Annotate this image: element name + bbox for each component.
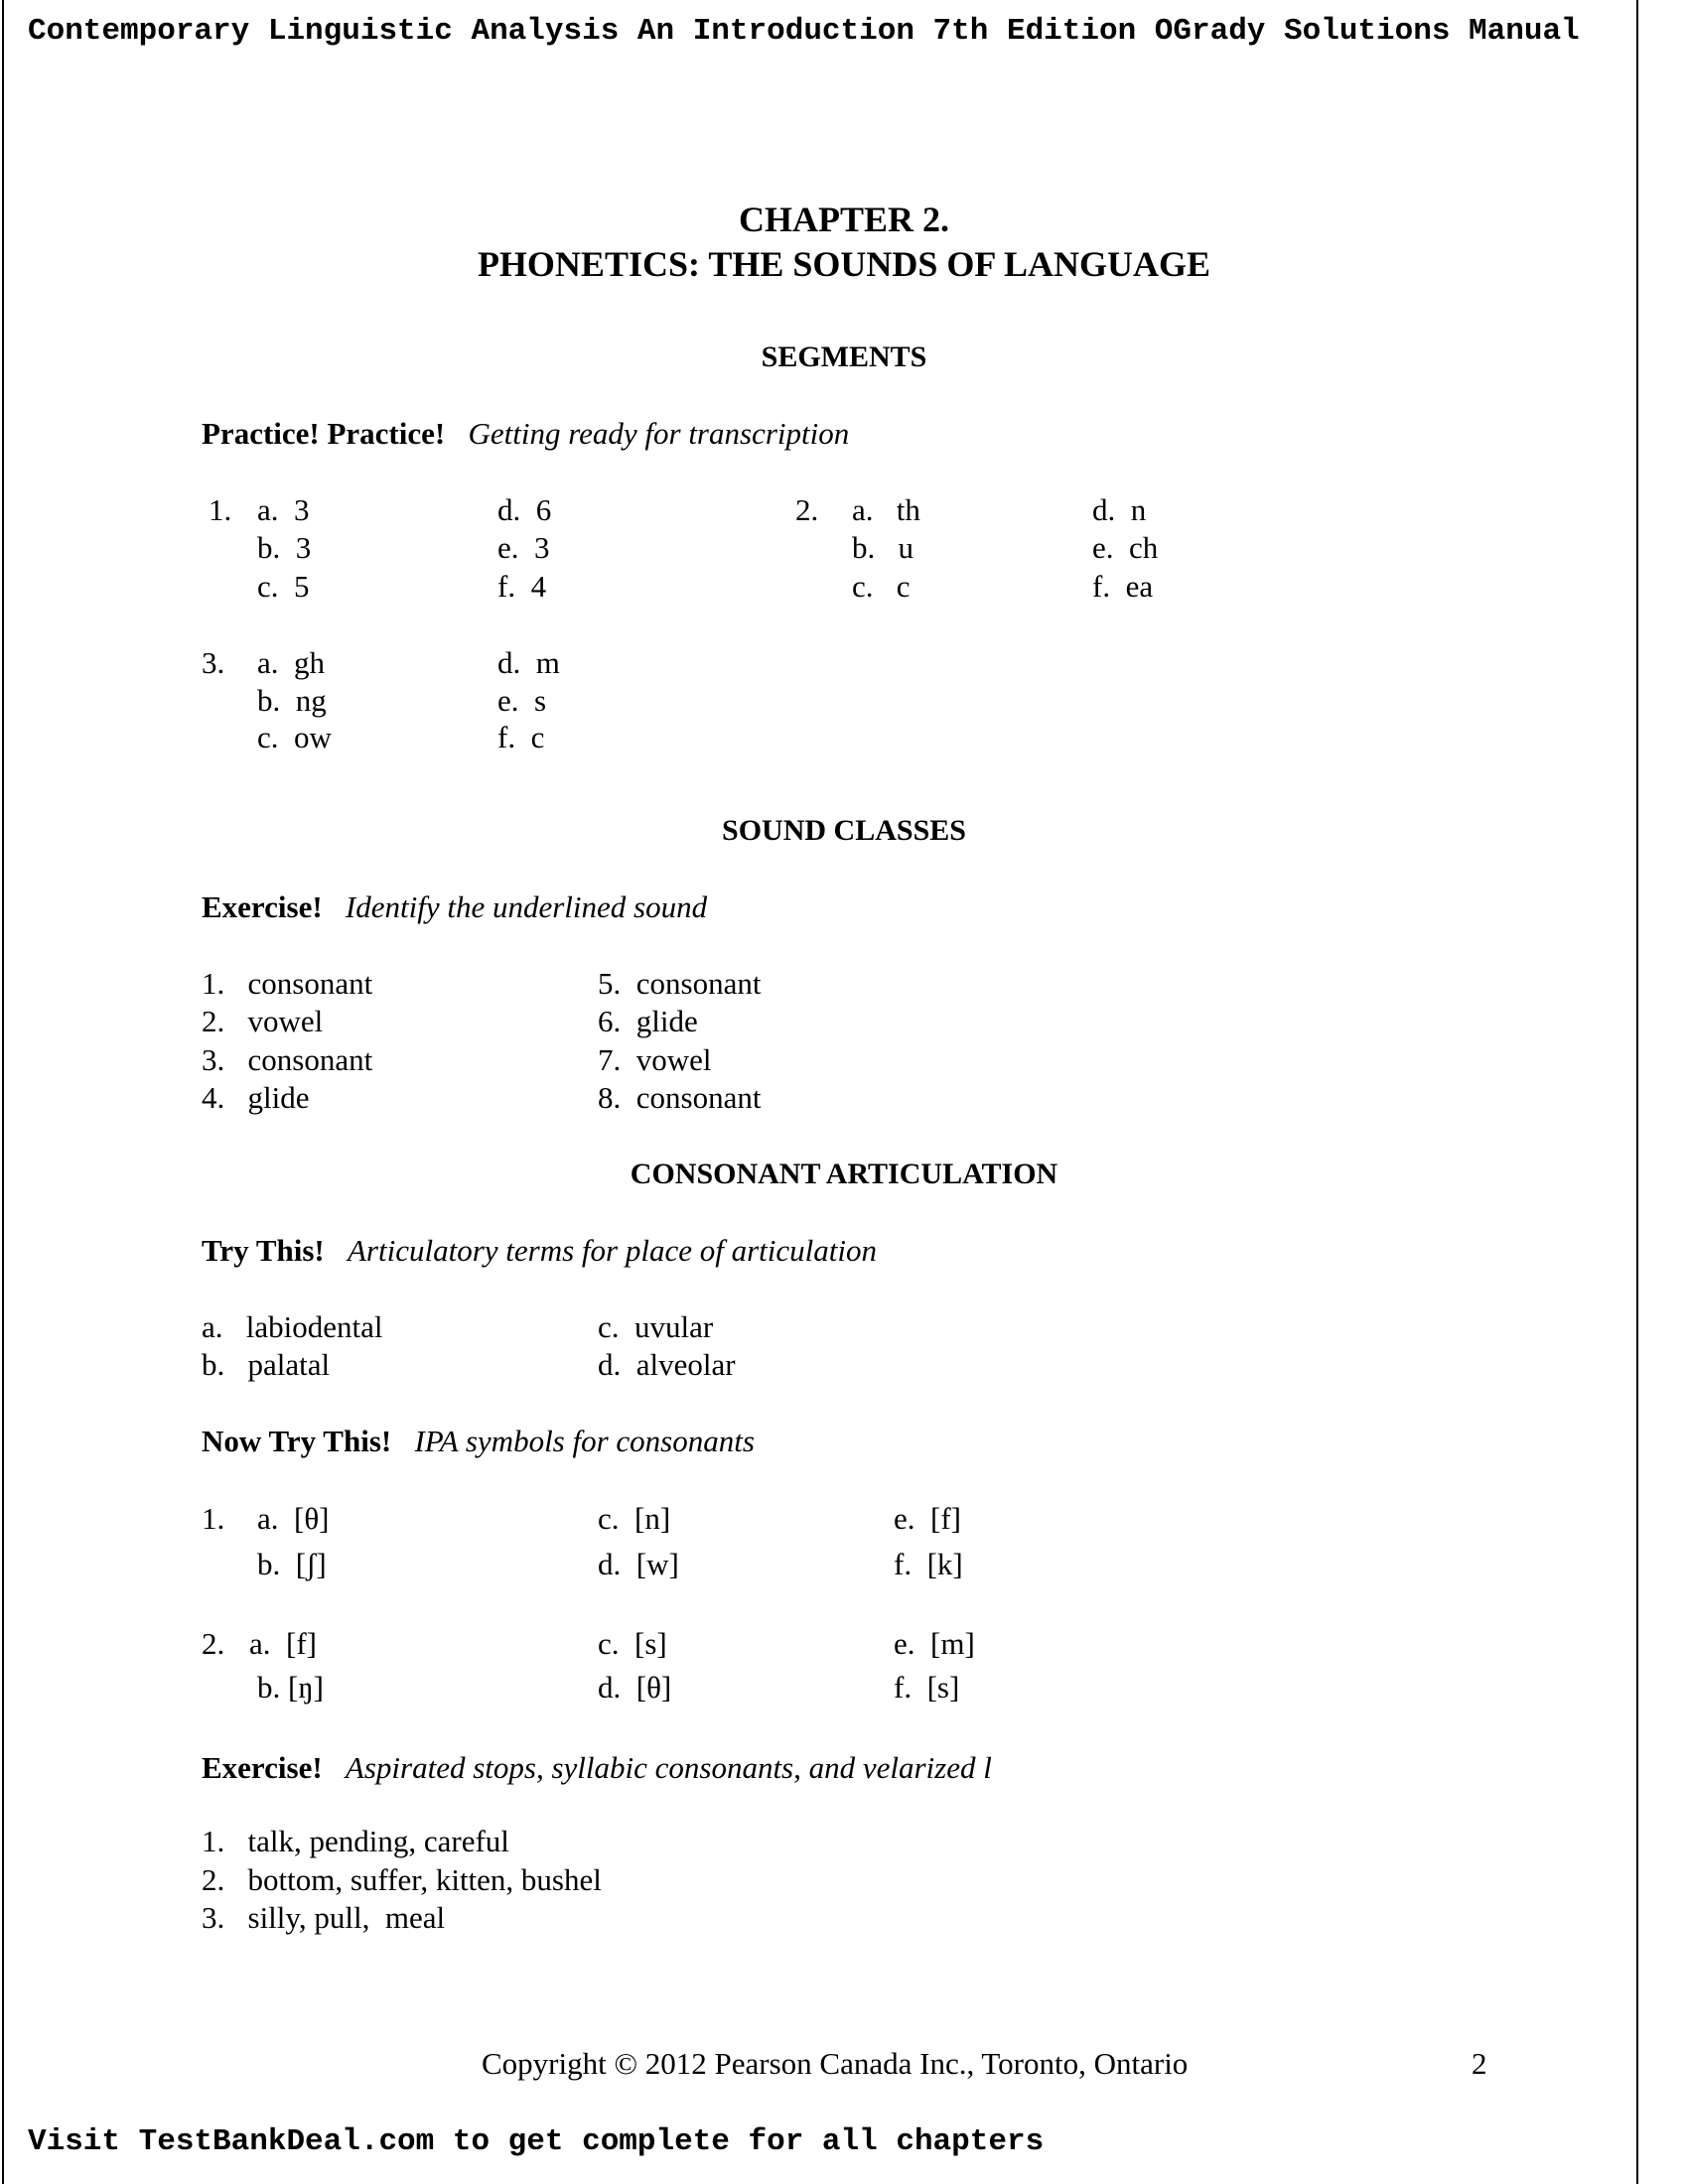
exercise-description: IPA symbols for consonants [414, 1424, 755, 1458]
exercise-title [202, 1422, 755, 1461]
answer: 8. consonant [598, 1080, 762, 1115]
answer: 6. glide [598, 1004, 698, 1038]
answer: d. [θ] [598, 1670, 672, 1705]
document-header: Contemporary Linguistic Analysis An Introduction 7th Edition OGrady Solutions Manual [28, 14, 1580, 49]
exercise-description: Aspirated stops, syllabic consonants, and velarized l [345, 1750, 992, 1785]
exercise-description: Getting ready for transcription [468, 416, 850, 451]
answer: a. [θ] [257, 1501, 330, 1536]
exercise-label: Now Try This! [202, 1424, 392, 1458]
chapter-title: PHONETICS: THE SOUNDS OF LANGUAGE [477, 244, 1211, 284]
section-heading-segments: SEGMENTS [761, 341, 927, 373]
answer: 2. vowel [202, 1004, 324, 1038]
question-number: 2. [795, 492, 819, 527]
exercise-description: Identify the underlined sound [345, 889, 708, 924]
answer: a. [f] [249, 1626, 317, 1661]
section-heading-consonant-articulation: CONSONANT ARTICULATION [630, 1158, 1058, 1190]
answer: b. u [852, 530, 914, 565]
answer: e. [f] [894, 1501, 961, 1536]
answer: e. ch [1092, 530, 1159, 565]
answer: 1. consonant [202, 966, 373, 1001]
answer: d. 6 [497, 492, 552, 527]
answer: d. alveolar [598, 1347, 736, 1382]
exercise-title [202, 414, 849, 454]
question-number: 2. [202, 1626, 225, 1661]
answer: e. 3 [497, 530, 550, 565]
answer: d. n [1092, 492, 1147, 527]
answer: 1. talk, pending, careful [202, 1824, 509, 1858]
answer: d. m [497, 645, 560, 680]
answer: f. [k] [894, 1547, 963, 1581]
copyright: Copyright © 2012 Pearson Canada Inc., Toronto, Ontario [482, 2046, 1189, 2081]
exercise-title [202, 887, 707, 927]
left-border [2, 0, 4, 2184]
answer: c. c [852, 569, 911, 604]
answer: 7. vowel [598, 1042, 712, 1077]
answer: a. th [852, 492, 920, 527]
section-heading-sound-classes: SOUND CLASSES [722, 814, 966, 847]
answer: c. uvular [598, 1309, 714, 1344]
promo-footer: Visit TestBankDeal.com to get complete for all chapters [28, 2124, 1045, 2159]
answer: a. labiodental [202, 1309, 383, 1344]
answer: b. 3 [257, 530, 312, 565]
answer: 3. silly, pull, meal [202, 1900, 446, 1935]
answer: f. 4 [497, 569, 547, 604]
answer: e. s [497, 683, 547, 718]
question-number: 3. [202, 645, 225, 680]
answer: b. palatal [202, 1347, 331, 1382]
answer: b. [ʃ] [257, 1547, 327, 1581]
exercise-label: Exercise! [202, 1750, 323, 1785]
page-number: 2 [1472, 2046, 1487, 2081]
answer: c. 5 [257, 569, 310, 604]
answer: c. ow [257, 720, 332, 754]
answer: 4. glide [202, 1080, 310, 1115]
answer: a. gh [257, 645, 326, 680]
right-border [1636, 0, 1638, 2184]
exercise-label: Exercise! [202, 889, 323, 924]
exercise-label: Practice! Practice! [202, 416, 446, 451]
question-number: 1. [209, 492, 232, 527]
chapter-number: CHAPTER 2. [738, 200, 949, 239]
answer: f. [s] [894, 1670, 960, 1705]
answer: c. [n] [598, 1501, 671, 1536]
answer: f. ea [1092, 569, 1154, 604]
question-number: 1. [202, 1501, 225, 1536]
exercise-label: Try This! [202, 1233, 325, 1268]
answer: 2. bottom, suffer, kitten, bushel [202, 1862, 602, 1897]
exercise-description: Articulatory terms for place of articulation [348, 1233, 877, 1268]
answer: 3. consonant [202, 1042, 373, 1077]
answer: 5. consonant [598, 966, 762, 1001]
answer: e. [m] [894, 1626, 975, 1661]
answer: f. c [497, 720, 545, 754]
answer: c. [s] [598, 1626, 667, 1661]
answer: b. ng [257, 683, 327, 718]
answer: a. 3 [257, 492, 310, 527]
answer: b. [ŋ] [257, 1670, 324, 1705]
exercise-title [202, 1231, 877, 1271]
exercise-title [202, 1748, 992, 1788]
answer: d. [w] [598, 1547, 679, 1581]
